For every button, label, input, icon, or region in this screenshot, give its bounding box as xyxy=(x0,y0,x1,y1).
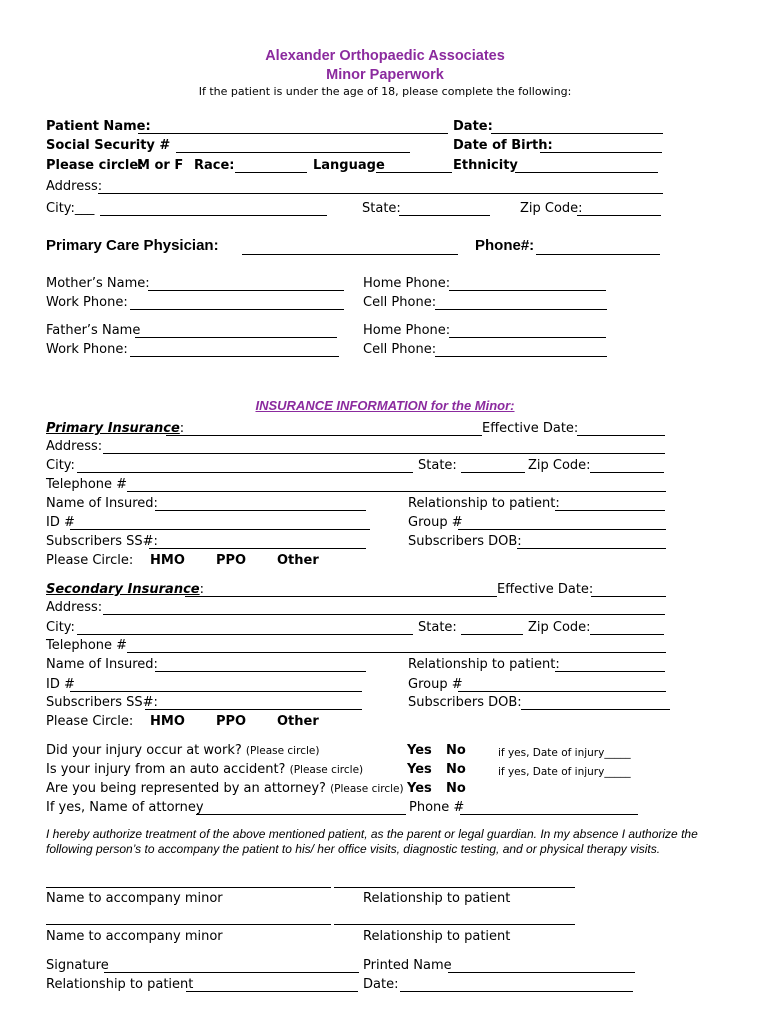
accompany-name-field-1[interactable] xyxy=(46,887,331,888)
primary-insurance-label: Primary Insurance xyxy=(46,421,180,436)
ssn-field[interactable] xyxy=(176,152,410,153)
father-name-field[interactable] xyxy=(135,337,337,338)
attorney-question xyxy=(46,781,404,797)
date-field[interactable] xyxy=(491,133,663,134)
father-work-phone-field[interactable] xyxy=(130,356,339,357)
primary-address-label: Address: xyxy=(46,439,103,454)
primary-insurance-heading xyxy=(46,421,184,437)
primary-state-label: State: xyxy=(418,458,457,473)
accompany-name-field-2[interactable] xyxy=(46,924,331,925)
insurance-section-title: INSURANCE INFORMATION for the Minor: xyxy=(255,398,515,413)
work-injury-date[interactable]: if yes, Date of injury_____ xyxy=(498,747,631,759)
auto-accident-question xyxy=(46,762,363,778)
primary-city-label: City: xyxy=(46,458,75,473)
city-field[interactable] xyxy=(100,215,327,216)
primary-relationship-field[interactable] xyxy=(555,510,665,511)
primary-id-field[interactable] xyxy=(70,529,370,530)
primary-sub-dob-field[interactable] xyxy=(517,548,666,549)
secondary-plan-ppo[interactable]: PPO xyxy=(216,714,247,729)
mother-name-label: Mother’s Name: xyxy=(46,276,150,291)
primary-zip-field[interactable] xyxy=(590,472,664,473)
ssn-label: Social Security # xyxy=(46,138,171,153)
primary-telephone-label: Telephone # xyxy=(46,477,128,492)
auto-accident-date[interactable]: if yes, Date of injury_____ xyxy=(498,766,631,778)
primary-effective-field[interactable] xyxy=(577,435,665,436)
primary-plan-ppo[interactable]: PPO xyxy=(216,553,247,568)
primary-relationship-label: Relationship to patient: xyxy=(408,496,560,511)
auto-accident-text: Is your injury from an auto accident? xyxy=(46,762,286,777)
secondary-id-label: ID # xyxy=(46,677,75,692)
secondary-zip-field[interactable] xyxy=(590,634,664,635)
attorney-phone-label: Phone # xyxy=(409,800,465,815)
mother-cell-phone-field[interactable] xyxy=(435,309,607,310)
secondary-insurance-label: Secondary Insurance xyxy=(46,582,200,597)
race-field[interactable] xyxy=(235,172,307,173)
printed-name-field[interactable] xyxy=(448,972,635,973)
accompany-relationship-field-2[interactable] xyxy=(334,924,575,925)
secondary-insurance-colon: : xyxy=(199,582,204,597)
attorney-text: Are you being represented by an attorney? xyxy=(46,781,326,796)
father-cell-phone-field[interactable] xyxy=(435,356,607,357)
primary-telephone-field[interactable] xyxy=(127,491,666,492)
father-cell-phone-label: Cell Phone: xyxy=(363,342,437,357)
language-label: Language xyxy=(313,158,385,173)
secondary-effective-field[interactable] xyxy=(591,596,666,597)
father-name-label: Father’s Name xyxy=(46,323,141,338)
secondary-telephone-field[interactable] xyxy=(127,652,666,653)
secondary-insurance-field[interactable] xyxy=(185,596,497,597)
signature-date-field[interactable] xyxy=(400,991,633,992)
work-injury-yes[interactable]: Yes xyxy=(407,743,432,758)
dob-label: Date of Birth: xyxy=(453,138,553,153)
dob-field[interactable] xyxy=(540,152,662,153)
secondary-state-label: State: xyxy=(418,620,457,635)
primary-id-label: ID # xyxy=(46,515,75,530)
pcp-label: Primary Care Physician: xyxy=(46,237,219,254)
signature-field[interactable] xyxy=(104,972,359,973)
secondary-effective-label: Effective Date: xyxy=(497,582,594,597)
father-work-phone-label: Work Phone: xyxy=(46,342,128,357)
secondary-insurance-heading xyxy=(46,582,204,598)
secondary-sub-dob-field[interactable] xyxy=(521,709,670,710)
secondary-city-field[interactable] xyxy=(77,634,413,635)
ethnicity-label: Ethnicity xyxy=(453,158,518,173)
state-field[interactable] xyxy=(399,215,490,216)
secondary-plan-other[interactable]: Other xyxy=(277,714,319,729)
auto-accident-no[interactable]: No xyxy=(446,762,466,777)
secondary-city-label: City: xyxy=(46,620,75,635)
pcp-phone-field[interactable] xyxy=(536,254,660,255)
mother-home-phone-label: Home Phone: xyxy=(363,276,451,291)
patient-name-field[interactable] xyxy=(138,133,448,134)
primary-zip-label: Zip Code: xyxy=(528,458,591,473)
gender-options[interactable]: M or F xyxy=(137,158,184,173)
city-label: City:___ xyxy=(46,201,95,216)
printed-name-label: Printed Name xyxy=(363,958,452,973)
org-name: Alexander Orthopaedic Associates xyxy=(265,48,505,64)
secondary-group-label: Group # xyxy=(408,677,463,692)
accompany-relationship-label-1: Relationship to patient xyxy=(363,891,511,906)
signer-relationship-label: Relationship to patient xyxy=(46,977,194,992)
attorney-hint: (Please circle) xyxy=(330,783,404,795)
auto-accident-hint: (Please circle) xyxy=(289,764,364,776)
primary-circle-label: Please Circle: xyxy=(46,553,134,568)
accompany-name-label-2: Name to accompany minor xyxy=(46,929,223,944)
mother-home-phone-field[interactable] xyxy=(449,290,606,291)
secondary-ss-field[interactable] xyxy=(145,709,362,710)
patient-name-label: Patient Name: xyxy=(46,119,151,134)
pcp-phone-label: Phone#: xyxy=(475,237,535,254)
accompany-name-label-1: Name to accompany minor xyxy=(46,891,223,906)
primary-group-field[interactable] xyxy=(458,529,666,530)
father-home-phone-field[interactable] xyxy=(449,337,606,338)
primary-insurance-colon: : xyxy=(179,421,185,436)
secondary-zip-label: Zip Code: xyxy=(528,620,591,635)
accompany-relationship-label-2: Relationship to patient xyxy=(363,929,511,944)
secondary-relationship-field[interactable] xyxy=(555,671,665,672)
please-circle-label: Please circle: xyxy=(46,158,144,173)
primary-city-field[interactable] xyxy=(77,472,413,473)
primary-address-field[interactable] xyxy=(103,453,665,454)
primary-ss-label: Subscribers SS#: xyxy=(46,534,158,549)
form-title: Minor Paperwork xyxy=(326,67,444,83)
father-home-phone-label: Home Phone: xyxy=(363,323,451,338)
secondary-plan-hmo[interactable]: HMO xyxy=(150,714,185,729)
primary-ss-field[interactable] xyxy=(149,548,366,549)
mother-work-phone-field[interactable] xyxy=(130,309,344,310)
authorization-line-2: following person’s to accompany the patient to his/ her office visits, diagnostic testing, and or physical therapy visits. xyxy=(46,842,661,856)
primary-plan-other[interactable]: Other xyxy=(277,553,319,568)
secondary-circle-label: Please Circle: xyxy=(46,714,134,729)
secondary-insured-label: Name of Insured: xyxy=(46,657,158,672)
mother-name-field[interactable] xyxy=(148,290,344,291)
auto-accident-yes[interactable]: Yes xyxy=(407,762,432,777)
address-field[interactable] xyxy=(98,193,663,194)
attorney-phone-field[interactable] xyxy=(460,814,638,815)
language-field[interactable] xyxy=(376,172,452,173)
signature-date-label: Date: xyxy=(363,977,399,992)
secondary-address-field[interactable] xyxy=(103,614,665,615)
work-injury-no[interactable]: No xyxy=(446,743,466,758)
secondary-group-field[interactable] xyxy=(458,691,666,692)
race-label: Race: xyxy=(194,158,235,173)
primary-group-label: Group # xyxy=(408,515,463,530)
primary-insurance-field[interactable] xyxy=(166,435,482,436)
secondary-insured-field[interactable] xyxy=(155,671,366,672)
signer-relationship-field[interactable] xyxy=(186,991,358,992)
primary-insured-field[interactable] xyxy=(155,510,366,511)
authorization-text xyxy=(46,827,716,857)
work-injury-text: Did your injury occur at work? xyxy=(46,743,242,758)
attorney-name-label: If yes, Name of attorney xyxy=(46,800,204,815)
authorization-line-1: I hereby authorize treatment of the above mentioned patient, as the parent or legal guardian. In my absence I authorize the xyxy=(46,827,698,841)
secondary-relationship-label: Relationship to patient: xyxy=(408,657,560,672)
pcp-field[interactable] xyxy=(242,254,458,255)
primary-plan-hmo[interactable]: HMO xyxy=(150,553,185,568)
work-injury-hint: (Please circle) xyxy=(245,745,320,757)
signature-label: Signature xyxy=(46,958,109,973)
ethnicity-field[interactable] xyxy=(515,172,658,173)
primary-state-field[interactable] xyxy=(461,472,525,473)
address-label: Address: xyxy=(46,179,103,194)
zip-label: Zip Code: xyxy=(520,201,583,216)
secondary-ss-label: Subscribers SS#: xyxy=(46,695,158,710)
secondary-state-field[interactable] xyxy=(461,634,523,635)
date-label: Date: xyxy=(453,119,493,134)
primary-effective-label: Effective Date: xyxy=(482,421,579,436)
attorney-no[interactable]: No xyxy=(446,781,466,796)
secondary-address-label: Address: xyxy=(46,600,103,615)
secondary-telephone-label: Telephone # xyxy=(46,638,128,653)
primary-insured-label: Name of Insured: xyxy=(46,496,158,511)
attorney-name-field[interactable] xyxy=(196,814,406,815)
work-injury-question xyxy=(46,743,319,759)
zip-field[interactable] xyxy=(577,215,661,216)
secondary-sub-dob-label: Subscribers DOB: xyxy=(408,695,522,710)
primary-sub-dob-label: Subscribers DOB: xyxy=(408,534,522,549)
mother-work-phone-label: Work Phone: xyxy=(46,295,128,310)
mother-cell-phone-label: Cell Phone: xyxy=(363,295,437,310)
form-instruction: If the patient is under the age of 18, please complete the following: xyxy=(198,85,572,98)
accompany-relationship-field-1[interactable] xyxy=(334,887,575,888)
attorney-yes[interactable]: Yes xyxy=(407,781,432,796)
state-label: State: xyxy=(362,201,401,216)
secondary-id-field[interactable] xyxy=(70,691,362,692)
